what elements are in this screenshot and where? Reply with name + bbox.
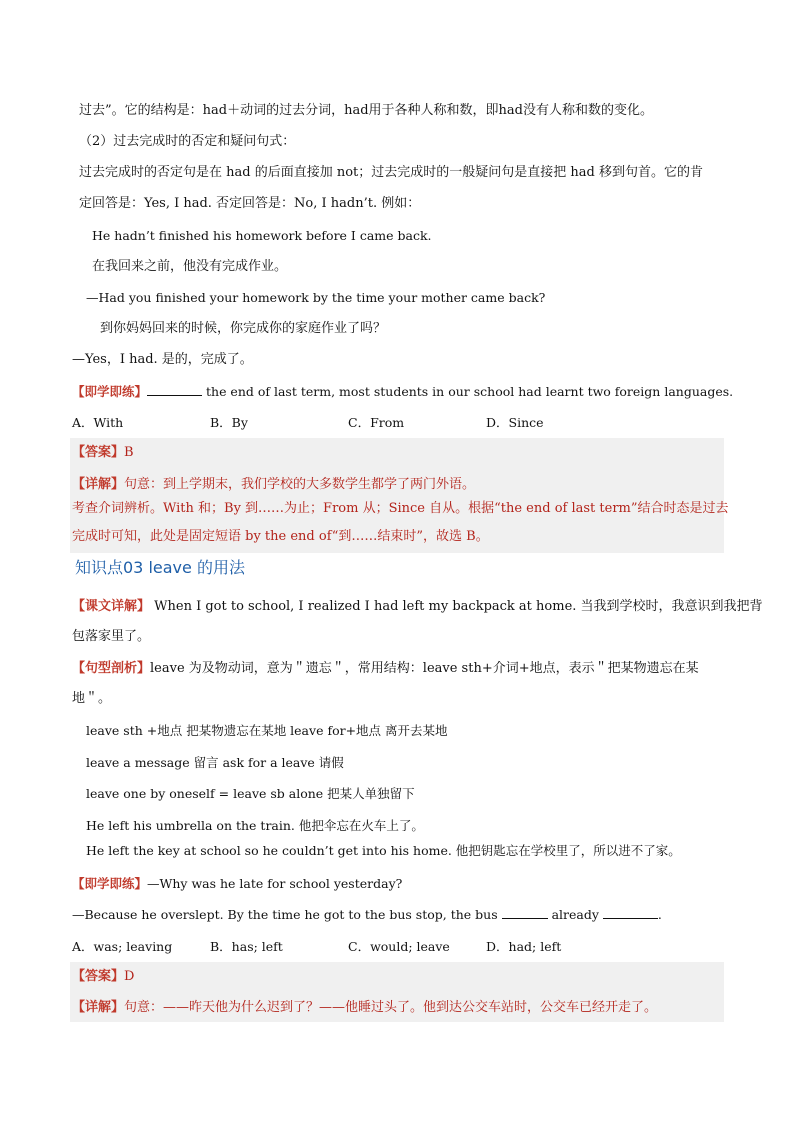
body-line: 过去完成时的否定句是在 had 的后面直接加 not；过去完成时的一般疑问句是直接把 had 移到句首。它的肯 [79,165,703,180]
question-text: the end of last term, most students in our school had learnt two foreign languages. [202,384,734,399]
example-english: —Had you finished your homework by the time your mother came back? [86,290,546,305]
detail-text: 考查介词辨析。With 和；By 到……为止；From 从；Since 自从。根据“the end of last term”结合时态是过去 [72,501,729,516]
body-line: 过去”。它的结构是：had＋动词的过去分词，had用于各种人称和数，即had没有人称和数的变化。 [79,103,653,118]
answer-blank [603,906,658,919]
phrase-line: leave sth +地点 把某物遗忘在某地 leave for+地点 离开去某地 [86,723,448,738]
exercise-tag: 【即学即练】 [72,384,148,399]
answer-blank [147,383,202,396]
example-answer: —Yes，I had. 是的，完成了。 [72,352,253,367]
detail-tag: 【详解】 [72,1000,125,1015]
example-english: He hadn’t finished his homework before I came back. [92,228,432,243]
question-text: —Why was he late for school yesterday? [147,876,403,891]
text-explanation [72,598,763,616]
example-line: He left the key at school so he couldn’t get into his home. 他把钥匙忘在学校里了，所以进不了家。 [86,843,681,858]
exercise-question [72,875,402,893]
detail-text: 句意：——昨天他为什么迟到了？——他睡过头了。他到达公交车站时，公交车已经开走了。 [124,1000,658,1015]
option-a: A．With [72,415,124,430]
detail-line [72,999,657,1017]
answer-line [72,444,134,462]
section-heading: 知识点03 leave 的用法 [75,558,245,577]
question-text: —Because he overslept. By the time he got to the bus stop, the bus [72,907,502,922]
option-c: C．would; leave [348,939,450,954]
analysis-line [72,660,699,678]
example-chinese: 在我回来之前，他没有完成作业。 [92,259,288,274]
answer-line [72,968,134,986]
answer-value: D [124,969,135,984]
detail-text: 句意：到上学期末，我们学校的大多数学生都学了两门外语。 [124,477,476,492]
answer-tag: 【答案】 [72,969,125,984]
phrase-line: leave a message 留言 ask for a leave 请假 [86,755,344,770]
detail-text: 完成时可知，此处是固定短语 by the end of“到……结束时”，故选 B。 [72,529,489,544]
question-text: already [547,907,603,922]
exercise-question [72,383,733,401]
detail-tag: 【详解】 [72,477,125,492]
option-d: D．had; left [486,939,562,954]
example-line: He left his umbrella on the train. 他把伞忘在火车上了。 [86,818,424,833]
detail-line [72,476,475,494]
option-b: B．By [210,415,248,430]
phrase-line: leave one by oneself = leave sb alone 把某人单独留下 [86,786,415,801]
answer-tag: 【答案】 [72,445,125,460]
subheading: （2）过去完成时的否定和疑问句式： [79,134,296,149]
text-tag: 【课文详解】 [72,599,151,614]
question-text: . [657,907,662,922]
text-line: When I got to school, I realized I had left my backpack at home. 当我到学校时，我意识到我把背 [150,599,763,614]
text-line: 包落家里了。 [72,629,151,644]
exercise-tag: 【即学即练】 [72,876,148,891]
analysis-text: 地＂。 [72,691,112,706]
option-d: D．Since [486,415,544,430]
exercise-question [72,906,662,924]
option-a: A．was; leaving [72,939,173,954]
option-c: C．From [348,415,405,430]
analysis-text: leave 为及物动词，意为＂遗忘＂，常用结构：leave sth+介词+地点，表示＂把某物遗忘在某 [150,661,699,676]
analysis-tag: 【句型剖析】 [72,661,151,676]
option-b: B．has; left [210,939,283,954]
example-chinese: 到你妈妈回来的时候，你完成你的家庭作业了吗？ [100,321,387,336]
answer-value: B [124,445,134,460]
body-line: 定回答是：Yes, I had. 否定回答是：No, I hadn’t. 例如： [79,196,421,211]
answer-blank [502,906,548,919]
